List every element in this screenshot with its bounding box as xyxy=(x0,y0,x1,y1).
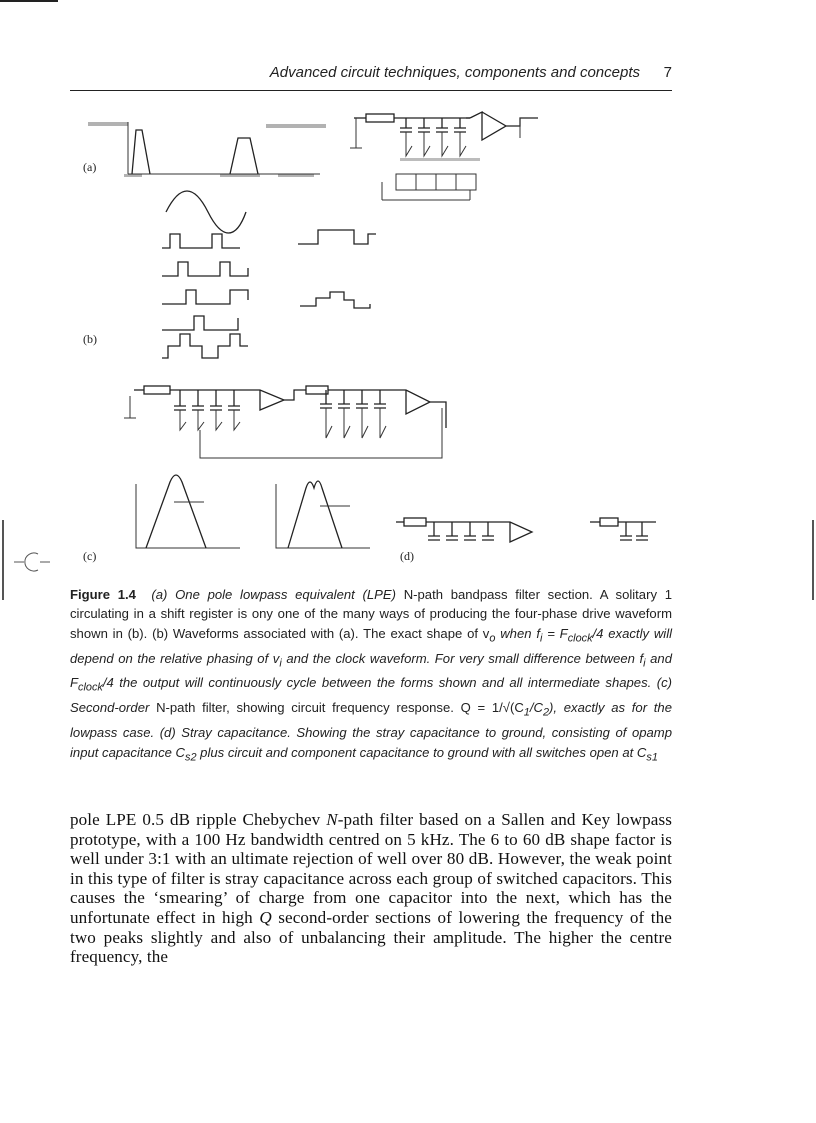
lpe-response-sketch xyxy=(88,122,326,177)
caption-part: N-path filter, showing circuit frequency response. Q = 1/√(C xyxy=(156,700,524,716)
caption-part: and the clock waveform. For very small difference between f xyxy=(281,650,644,666)
body-italic: Q xyxy=(259,907,272,927)
caption-part: /4 the output will continuously cycle between the forms shown and all intermediate shapes. (c) Second-order xyxy=(70,675,672,716)
caption-part: when f xyxy=(495,625,540,641)
caption-part: plus circuit and component capacitance to ground with all switches open at C xyxy=(196,744,647,760)
figure-1-4 xyxy=(70,108,690,578)
running-head: Advanced circuit techniques, components and concepts xyxy=(269,64,640,81)
response-curves-c xyxy=(136,475,370,548)
caption-part: (a) One pole lowpass equivalent (LPE) xyxy=(151,587,404,602)
waveforms-b xyxy=(162,191,376,358)
stray-capacitance-circuit-d xyxy=(396,518,656,542)
caption-sub: 1 xyxy=(523,706,530,719)
page-header xyxy=(70,64,672,91)
figure-caption xyxy=(70,585,672,767)
caption-part: /C xyxy=(529,700,543,716)
panel-label-b: (b) xyxy=(83,332,97,346)
caption-sub: s2 xyxy=(185,751,197,764)
body-part: pole LPE 0.5 dB ripple Chebychev xyxy=(70,810,327,829)
caption-part: = F xyxy=(542,625,568,641)
caption-sub: s1 xyxy=(646,751,658,764)
page-number: 7 xyxy=(663,64,672,81)
body-part: -path filter based on a Sallen and Key lowpass prototype, with a 100 Hz bandwidth centred on 5 kHz. The 6 to 60 dB shape factor is well under 3:1 with an ultimate rejection of well over 80 dB. However, the weak point in this type of filter is stray capacitance across each group of switched capacitors. This causes the ‘smearing’ of charge from one capacitor into the next, which has the unfortunate effect in high xyxy=(70,810,672,927)
caption-part: and F xyxy=(70,650,672,691)
caption-sub: clock xyxy=(78,682,103,695)
panel-label-a: (a) xyxy=(83,160,97,174)
caption-sub: 2 xyxy=(542,706,550,719)
caption-part: /4 exactly will depend on the relative phasing of v xyxy=(70,625,673,666)
caption-label: Figure 1.4 xyxy=(70,587,136,602)
body-part: second-order sections of lowering the frequency of the two peaks slightly and also of unbalancing their amplitude. The higher the centre frequency, the xyxy=(70,907,672,967)
caption-sub: i xyxy=(279,657,282,670)
registration-mark-icon xyxy=(12,548,52,576)
caption-text xyxy=(70,587,673,764)
top-rule xyxy=(0,0,58,2)
figure-artwork xyxy=(70,108,690,578)
body-paragraph xyxy=(70,810,672,967)
left-margin-bar xyxy=(2,520,4,600)
panel-label-d: (d) xyxy=(400,549,414,563)
caption-part: ), exactly as for the lowpass case. (d) Stray capacitance. Showing the stray capacitance to ground, consisting of opamp input capacitance C xyxy=(70,700,672,760)
panel-label-c: (c) xyxy=(83,549,97,563)
caption-sub: clock xyxy=(567,632,593,645)
caption-sub: i xyxy=(539,632,543,645)
caption-sub: o xyxy=(489,632,496,645)
caption-sub: i xyxy=(643,657,646,670)
caption-part: N-path bandpass filter section. A solitary 1 circulating in a shift register is ony one of the many ways of producing the four-phase drive waveform shown in (b). (b) Waveforms associated with (a). The exact shape of v xyxy=(70,587,672,641)
npath-circuit-a xyxy=(350,112,538,200)
npath-circuit-c xyxy=(124,386,446,458)
body-italic: N xyxy=(326,810,338,829)
right-margin-bar xyxy=(812,520,814,600)
